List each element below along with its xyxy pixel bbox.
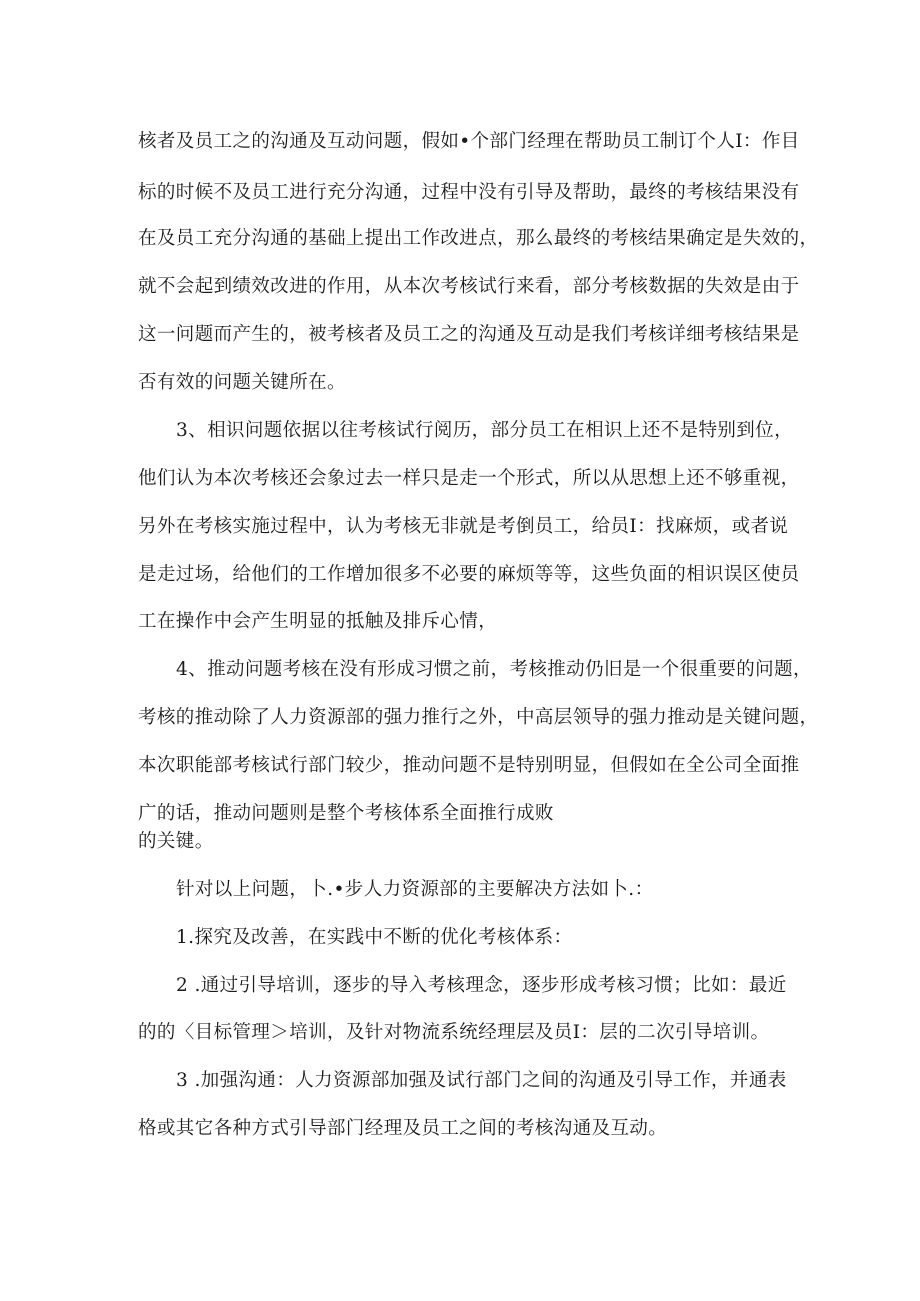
- text-line-2: 标的时候不及员工进行充分沟通，过程中没有引导及帮助，最终的考核结果没有: [138, 182, 800, 203]
- text-line-20: 的的〈目标管理＞培训，及针对物流系统经理层及员I：层的二次引导培训。: [138, 1022, 770, 1043]
- text-line-5: 这一问题而产生的，被考核者及员工之的沟通及互动是我们考核详细考核结果是: [138, 324, 800, 345]
- text-line-10: 是走过场，给他们的工作增加很多不必要的麻烦等等，这些负面的相识误区使员: [138, 564, 800, 585]
- text-line-14: 本次职能部考核试行部门较少，推动问题不是特别明显，但假如在全公司全面推: [138, 755, 800, 776]
- text-line-8: 他们认为本次考核还会象过去一样只是走一个形式，所以从思想上还不够重视，: [138, 468, 800, 489]
- text-line-7: 3、相识问题依据以往考核试行阅历，部分员工在相识上还不是特别到位，: [176, 420, 793, 441]
- text-line-3: 在及员工充分沟通的基础上提出工作改进点，那么最终的考核结果确定是失效的，: [138, 228, 819, 249]
- text-line-4: 就不会起到绩效改进的作用，从本次考核试行来看，部分考核数据的失效是由于: [138, 276, 800, 297]
- text-line-12: 4、推动问题考核在没有形成习惯之前，考核推动仍旧是一个很重要的问题，: [176, 659, 812, 680]
- text-line-17: 针对以上问题，卜.•步人力资源部的主要解决方法如卜.：: [176, 879, 654, 900]
- text-line-9: 另外在考核实施过程中，认为考核无非就是考倒员工，给员I：找麻烦，或者说: [138, 516, 789, 537]
- text-line-18: 1.探究及改善，在实践中不断的优化考核体系：: [176, 927, 573, 948]
- text-line-6: 否有效的问题关键所在。: [138, 372, 346, 393]
- text-line-16: 的关键。: [138, 831, 214, 852]
- text-line-1: 核者及员工之的沟通及互动问题，假如•个部门经理在帮助员工制订个人I：作目: [138, 131, 800, 152]
- text-line-22: 格或其它各种方式引导部门经理及员工之间的考核沟通及互动。: [138, 1118, 668, 1139]
- text-line-15: 广的话，推动问题则是整个考核体系全面推行成败: [138, 803, 554, 824]
- text-line-11: 工在操作中会产生明显的抵触及排斥心情，: [138, 611, 498, 632]
- text-line-21: 3 .加强沟通：人力资源部加强及试行部门之间的沟通及引导工作，并通表: [176, 1070, 787, 1091]
- text-line-19: 2 .通过引导培训，逐步的导入考核理念，逐步形成考核习惯；比如：最近: [176, 975, 787, 996]
- text-line-13: 考核的推动除了人力资源部的强力推行之外，中高层领导的强力推动是关键问题，: [138, 707, 819, 728]
